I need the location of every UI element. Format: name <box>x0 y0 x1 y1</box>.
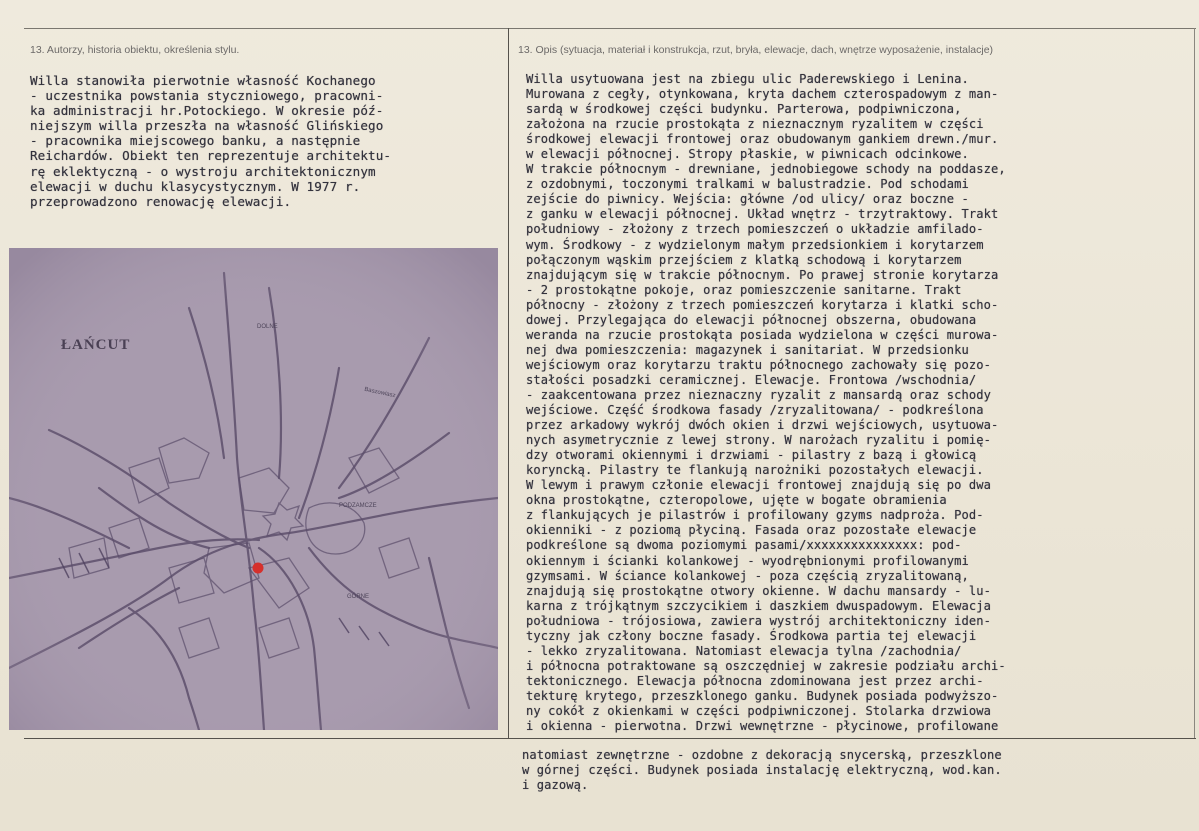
history-text <box>30 73 500 209</box>
description-line: połączonym wąskim przejściem z klatką schodową i korytarzem <box>526 252 962 267</box>
description-line: podkreślone są dwoma poziomymi pasami/xxxxxxxxxxxxxxx: pod- <box>526 538 962 553</box>
section-label-history: 13. Autorzy, historia obiektu, określenia stylu. <box>30 44 240 56</box>
history-line: niejszym willa przeszła na własność Glińskiego <box>30 118 384 134</box>
continuation-line: i gazową. <box>522 778 589 793</box>
description-line: koryncką. Pilastry te flankują narożniki pozostałych elewacji. <box>526 463 984 478</box>
description-line: południowy - złożony z trzech pomieszczeń o układzie amfilado- <box>526 222 984 237</box>
frame-bottom-line <box>24 738 1196 739</box>
description-line: założona na rzucie prostokąta z nieznacznym ryzalitem w części <box>526 117 984 132</box>
description-line: - zaakcentowana przez nieznaczny ryzalit z mansardą oraz schody <box>526 387 992 402</box>
map-label-dolne: DOLNE <box>257 324 278 330</box>
description-line: północny - złożony z trzech pomieszczeń korytarza i klatki scho- <box>526 297 999 312</box>
history-line: - uczestnika powstania styczniowego, pracowni- <box>30 88 384 104</box>
description-line: nych asymetrycznie z lewej strony. W narożach ryzalitu i pomię- <box>526 433 992 448</box>
description-line: gzymsami. W ściance kolankowej - poza częścią zryzalitowaną, <box>526 568 969 583</box>
frame-top-line <box>24 28 1196 29</box>
history-line: przeprowadzono renowację elewacji. <box>30 193 292 209</box>
description-line: W lewym i prawym członie elewacji frontowej znajdują się po dwa <box>526 478 992 493</box>
description-line: znajdującym się w trakcie północnym. Po prawej stronie korytarza <box>526 267 999 282</box>
continuation-line: natomiast zewnętrzne - ozdobne z dekoracją snycerską, przeszklone <box>522 748 1002 762</box>
description-line: okiennym i ścianki kolankowej - wyodrębnionymi profilowanymi <box>526 553 969 568</box>
description-line: dowej. Przylegająca do elewacji północnej obszerna, obudowana <box>526 312 977 327</box>
map-label-baszowiasz: Baszowiasz <box>363 386 396 400</box>
description-line: tyczny jak człony boczne fasady. Środkowa partia tej elewacji <box>526 628 977 643</box>
description-text <box>526 72 1192 734</box>
column-divider <box>508 28 509 738</box>
frame-right-line <box>1194 28 1195 738</box>
description-line: znajdują się prostokątne otwory okienne. W dachu mansardy - lu- <box>526 583 992 598</box>
description-line: weranda na rzucie prostokąta posiada wydzielona w części murowa- <box>526 327 999 342</box>
description-line: wym. Środkowy - z wydzielonym małym przedsionkiem i korytarzem <box>526 237 984 252</box>
description-line: i północna potraktowane są oszczędniej w zakresie podziału archi- <box>526 658 1006 673</box>
map-label-gorne: GÓRNE <box>347 594 370 600</box>
location-map-photo <box>9 248 498 730</box>
description-line: karna z trójkątnym szczycikiem i daszkiem dwuspadowym. Elewacja <box>526 598 992 613</box>
description-line: Willa usytuowana jest na zbiegu ulic Paderewskiego i Lenina. <box>526 72 969 86</box>
map-town-name: ŁAŃCUT <box>61 337 131 353</box>
description-line: okienniki - z poziomą płyciną. Fasada oraz pozostałe elewacje <box>526 523 977 538</box>
history-line: Reichardów. Obiekt ten reprezentuje architektu- <box>30 148 392 164</box>
history-line: Willa stanowiła pierwotnie własność Kochanego <box>30 73 376 88</box>
description-line: przez arkadowy wykrój dwóch okien i drzwi wejściowych, usytuowa- <box>526 418 999 433</box>
description-line: z ganku w elewacji północnej. Układ wnętrz - trzytraktowy. Trakt <box>526 207 999 222</box>
description-line: z flankujących je pilastrów i profilowany gzyms nadproża. Pod- <box>526 508 984 523</box>
section-label-description: 13. Opis (sytuacja, materiał i konstrukcja, rzut, bryła, elewacje, dach, wnętrze wyposażenie, instalacje) <box>518 44 994 56</box>
description-line: sardą w środkowej części budynku. Parterowa, podpiwniczona, <box>526 102 962 117</box>
continuation-line: w górnej części. Budynek posiada instalację elektryczną, wod.kan. <box>522 763 1002 778</box>
description-line: Murowana z cegły, otynkowana, kryta dachem czterospadowym z man- <box>526 87 999 102</box>
description-line: w elewacji północnej. Stropy płaskie, w piwnicach odcinkowe. <box>526 147 969 162</box>
description-line: środkowej elewacji frontowej oraz obudowanym gankiem drewn./mur. <box>526 132 999 147</box>
history-line: elewacji w duchu klasycystycznym. W 1977 r. <box>30 178 361 194</box>
city-street-map <box>9 248 498 730</box>
description-line: wejściowe. Część środkowa fasady /zryzalitowana/ - podkreślona <box>526 403 984 418</box>
history-line: ka administracji hr.Potockiego. W okresie póź- <box>30 103 384 119</box>
description-continuation <box>522 748 1194 793</box>
description-line: tektonicznego. Elewacja północna zdominowana jest przez archi- <box>526 673 984 688</box>
history-line: - pracownika miejscowego banku, a następnie <box>30 133 361 149</box>
description-line: wejściowym oraz korytarzu traktu północnego zachowały się pozo- <box>526 357 992 372</box>
description-line: okna prostokątne, czteropolowe, ujęte w bogate obramienia <box>526 493 947 508</box>
description-line: i okienna - pierwotna. Drzwi wewnętrzne - płycinowe, profilowane <box>526 719 999 734</box>
description-line: dzy otworami okiennymi i drzwiami - pilastry z bazą i głowicą <box>526 448 977 463</box>
description-line: południowa - trójosiowa, zawiera wystrój architektoniczny iden- <box>526 613 992 628</box>
description-line: z ozdobnymi, toczonymi tralkami w balustradzie. Pod schodami <box>526 177 969 192</box>
description-line: stałości posadzki ceramicznej. Elewacje. Frontowa /wschodnia/ <box>526 372 977 387</box>
map-label-podzamcze: PODZAMCZE <box>339 503 377 509</box>
description-line: ny cokół z okienkami w części podpiwniczonej. Stolarka drzwiowa <box>526 703 992 718</box>
description-line: W trakcie północnym - drewniane, jednobiegowe schody na poddasze, <box>526 162 1006 177</box>
description-line: tekturę krytego, przeszklonego ganku. Budynek posiada podwyższo- <box>526 688 999 703</box>
description-line: - 2 prostokątne pokoje, oraz pomieszczenie sanitarne. Trakt <box>526 282 962 297</box>
description-line: zejście do piwnicy. Wejścia: główne /od ulicy/ oraz boczne - <box>526 192 969 207</box>
description-line: nej dwa pomieszczenia: magazynek i sanitariat. W przedsionku <box>526 342 969 357</box>
history-line: rę eklektyczną - o wystroju architektonicznym <box>30 163 376 179</box>
description-line: - lekko zryzalitowana. Natomiast elewacja tylna /zachodnia/ <box>526 643 962 658</box>
